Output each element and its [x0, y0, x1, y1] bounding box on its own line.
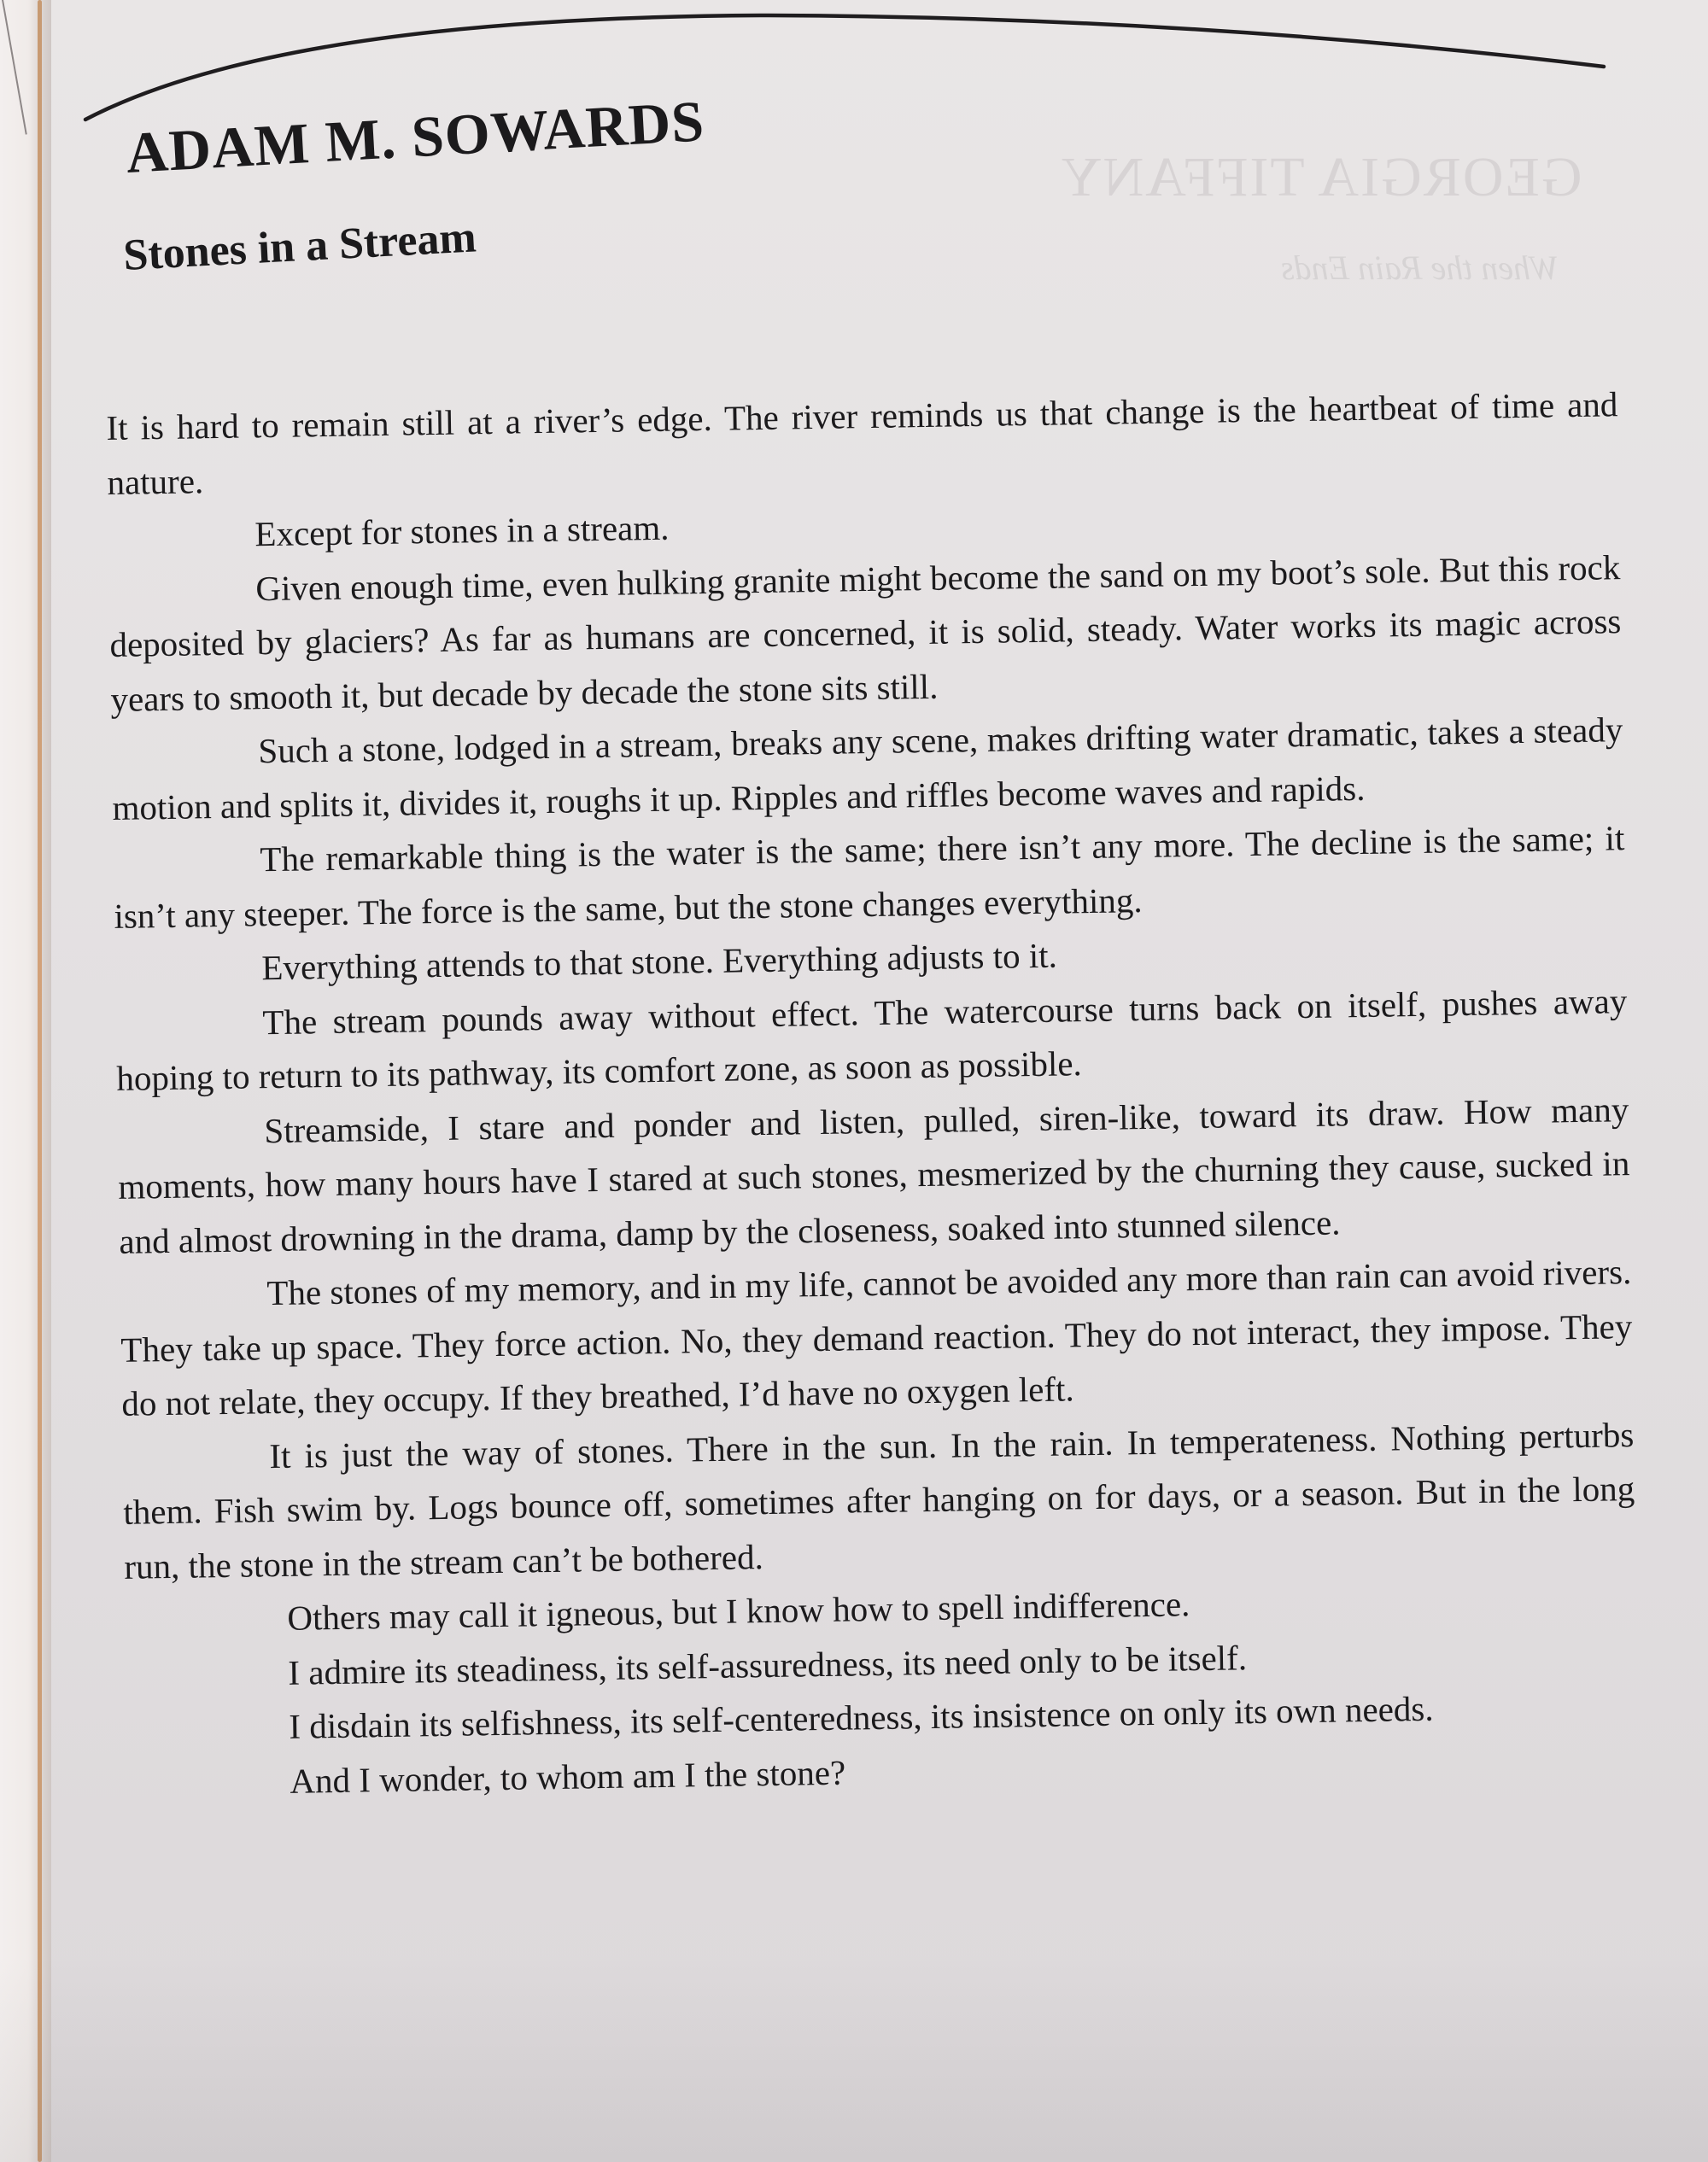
paragraph: The stones of my memory, and in my life, cannot be avoided any more than rain can avoid rivers. They take up space. They force action. No, they demand reaction. They do not interact, they impose. They do not relate, they occupy. If they breathed, I’d have no oxygen left. — [120, 1252, 1633, 1423]
paragraph: I disdain its selfishness, its self-centeredness, its insistence on only its own needs. — [289, 1688, 1434, 1746]
paragraph: Others may call it igneous, but I know how to spell indifference. — [287, 1584, 1190, 1638]
essay-body — [106, 377, 1640, 1811]
bleed-through-subtitle: When the Rain Ends — [1281, 248, 1559, 287]
paragraph: The remarkable thing is the water is the same; there isn’t any more. The decline is the same; it isn’t any steeper. The force is the same, but the stone changes everything. — [114, 818, 1625, 936]
paragraph: Except for stones in a stream. — [254, 507, 670, 554]
page-edge-line — [38, 0, 42, 2162]
bleed-through-title: GEORGIA TIFFANY — [1059, 146, 1582, 208]
paragraph: Such a stone, lodged in a stream, breaks any scene, makes drifting water dramatic, takes a steady motion and splits it, divides it, roughs it up. Ripples and riffles become waves and rapids. — [112, 710, 1623, 827]
paragraph: The stream pounds away without effect. The watercourse turns back on itself, pushes away hoping to return to its pathway, its comfort zone, as soon as possible. — [116, 980, 1628, 1098]
paragraph: Given enough time, even hulking granite might become the sand on my boot’s sole. But this rock deposited by glaciers? As far as humans are concerned, it is solid, steady. Water works its magic across years to smooth it, but decade by decade the stone sits still. — [109, 546, 1622, 719]
paragraph: It is hard to remain still at a river’s edge. The river reminds us that change is the heartbeat of time and nature. — [106, 384, 1618, 502]
paragraph: Streamside, I stare and ponder and listen, pulled, siren-like, toward its draw. How many moments, how many hours have I stared at such stones, mesmerized by the churning they cause, sucked in and almost drowning in the drama, damp by the closeness, soaked into stunned silence. — [118, 1089, 1630, 1261]
paragraph: I admire its steadiness, its self-assuredness, its need only to be itself. — [288, 1637, 1248, 1692]
paragraph: It is just the way of stones. There in the sun. In the rain. In temperateness. Nothing perturbs them. Fish swim by. Logs bounce off, sometimes after hanging on for days, or a season. But in the long run, the stone in the stream can’t be bothered. — [123, 1414, 1635, 1586]
author-name: ADAM M. SOWARDS — [124, 88, 706, 186]
page-gutter — [0, 0, 51, 2162]
essay-title: Stones in a Stream — [121, 213, 478, 281]
paragraph: Everything attends to that stone. Everything adjusts to it. — [261, 935, 1058, 988]
page-shadow — [0, 1957, 1708, 2162]
paragraph: And I wonder, to whom am I the stone? — [290, 1752, 846, 1801]
